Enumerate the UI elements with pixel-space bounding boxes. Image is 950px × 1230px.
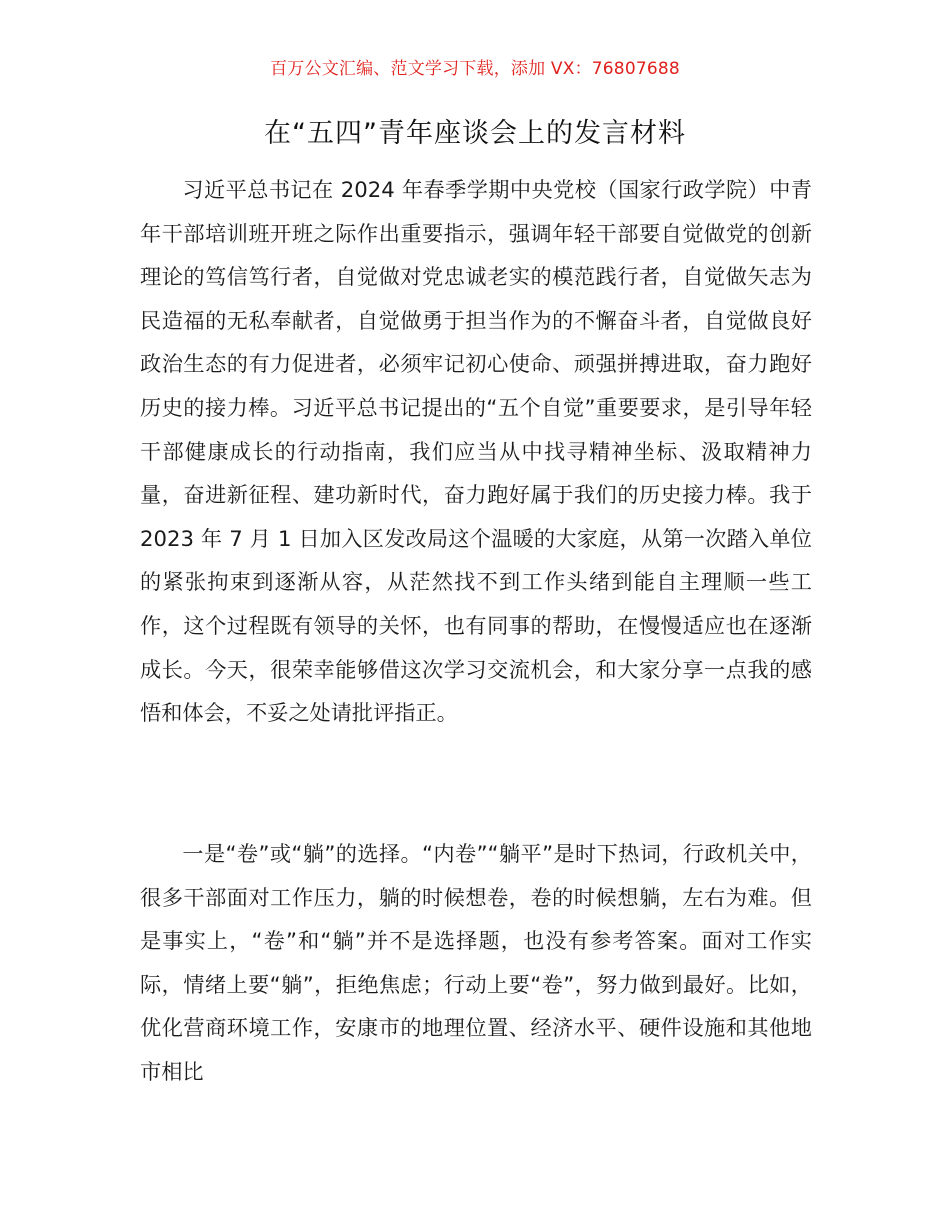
body-paragraph-2: 一是“卷”或“躺”的选择。“内卷”“躺平”是时下热词，行政机关中，很多干部面对工作压力，躺的时候想卷，卷的时候想躺，左右为难。但是事实上，“卷”和“躺”并不是选择题，也没有参考答案。面对工作实际，情绪上要“躺”，拒绝焦虑；行动上要“卷”，努力做到最好。比如，优化营商环境工作，安康市的地理位置、经济水平、硬件设施和其他地市相比 <box>140 841 812 1084</box>
body-paragraph-1: 习近平总书记在 2024 年春季学期中央党校（国家行政学院）中青年干部培训班开班之际作出重要指示，强调年轻干部要自觉做党的创新理论的笃信笃行者，自觉做对党忠诚老实的模范践行者，自觉做矢志为民造福的无私奉献者，自觉做勇于担当作为的不懈奋斗者，自觉做良好政治生态的有力促进者，必须牢记初心使命、顽强拼搏进取，奋力跑好历史的接力棒。习近平总书记提出的“五个自觉”重要要求，是引导年轻干部健康成长的行动指南，我们应当从中找寻精神坐标、汲取精神力量，奋进新征程、建功新时代，奋力跑好属于我们的历史接力棒。我于 2023 年 7 月 1 日加入区发改局这个温暖的大家庭，从第一次踏入单位的紧张拘束到逐渐从容，从茫然找不到工作头绪到能自主理顺一些工作，这个过程既有领导的关怀，也有同事的帮助，在慢慢适应也在逐渐成长。今天，很荣幸能够借这次学习交流机会，和大家分享一点我的感悟和体会，不妥之处请批评指正。 <box>140 177 812 726</box>
document-title: 在“五四”青年座谈会上的发言材料 <box>264 118 686 149</box>
header-watermark-note: 百万公文汇编、范文学习下载，添加 VX：76807688 <box>270 59 680 79</box>
